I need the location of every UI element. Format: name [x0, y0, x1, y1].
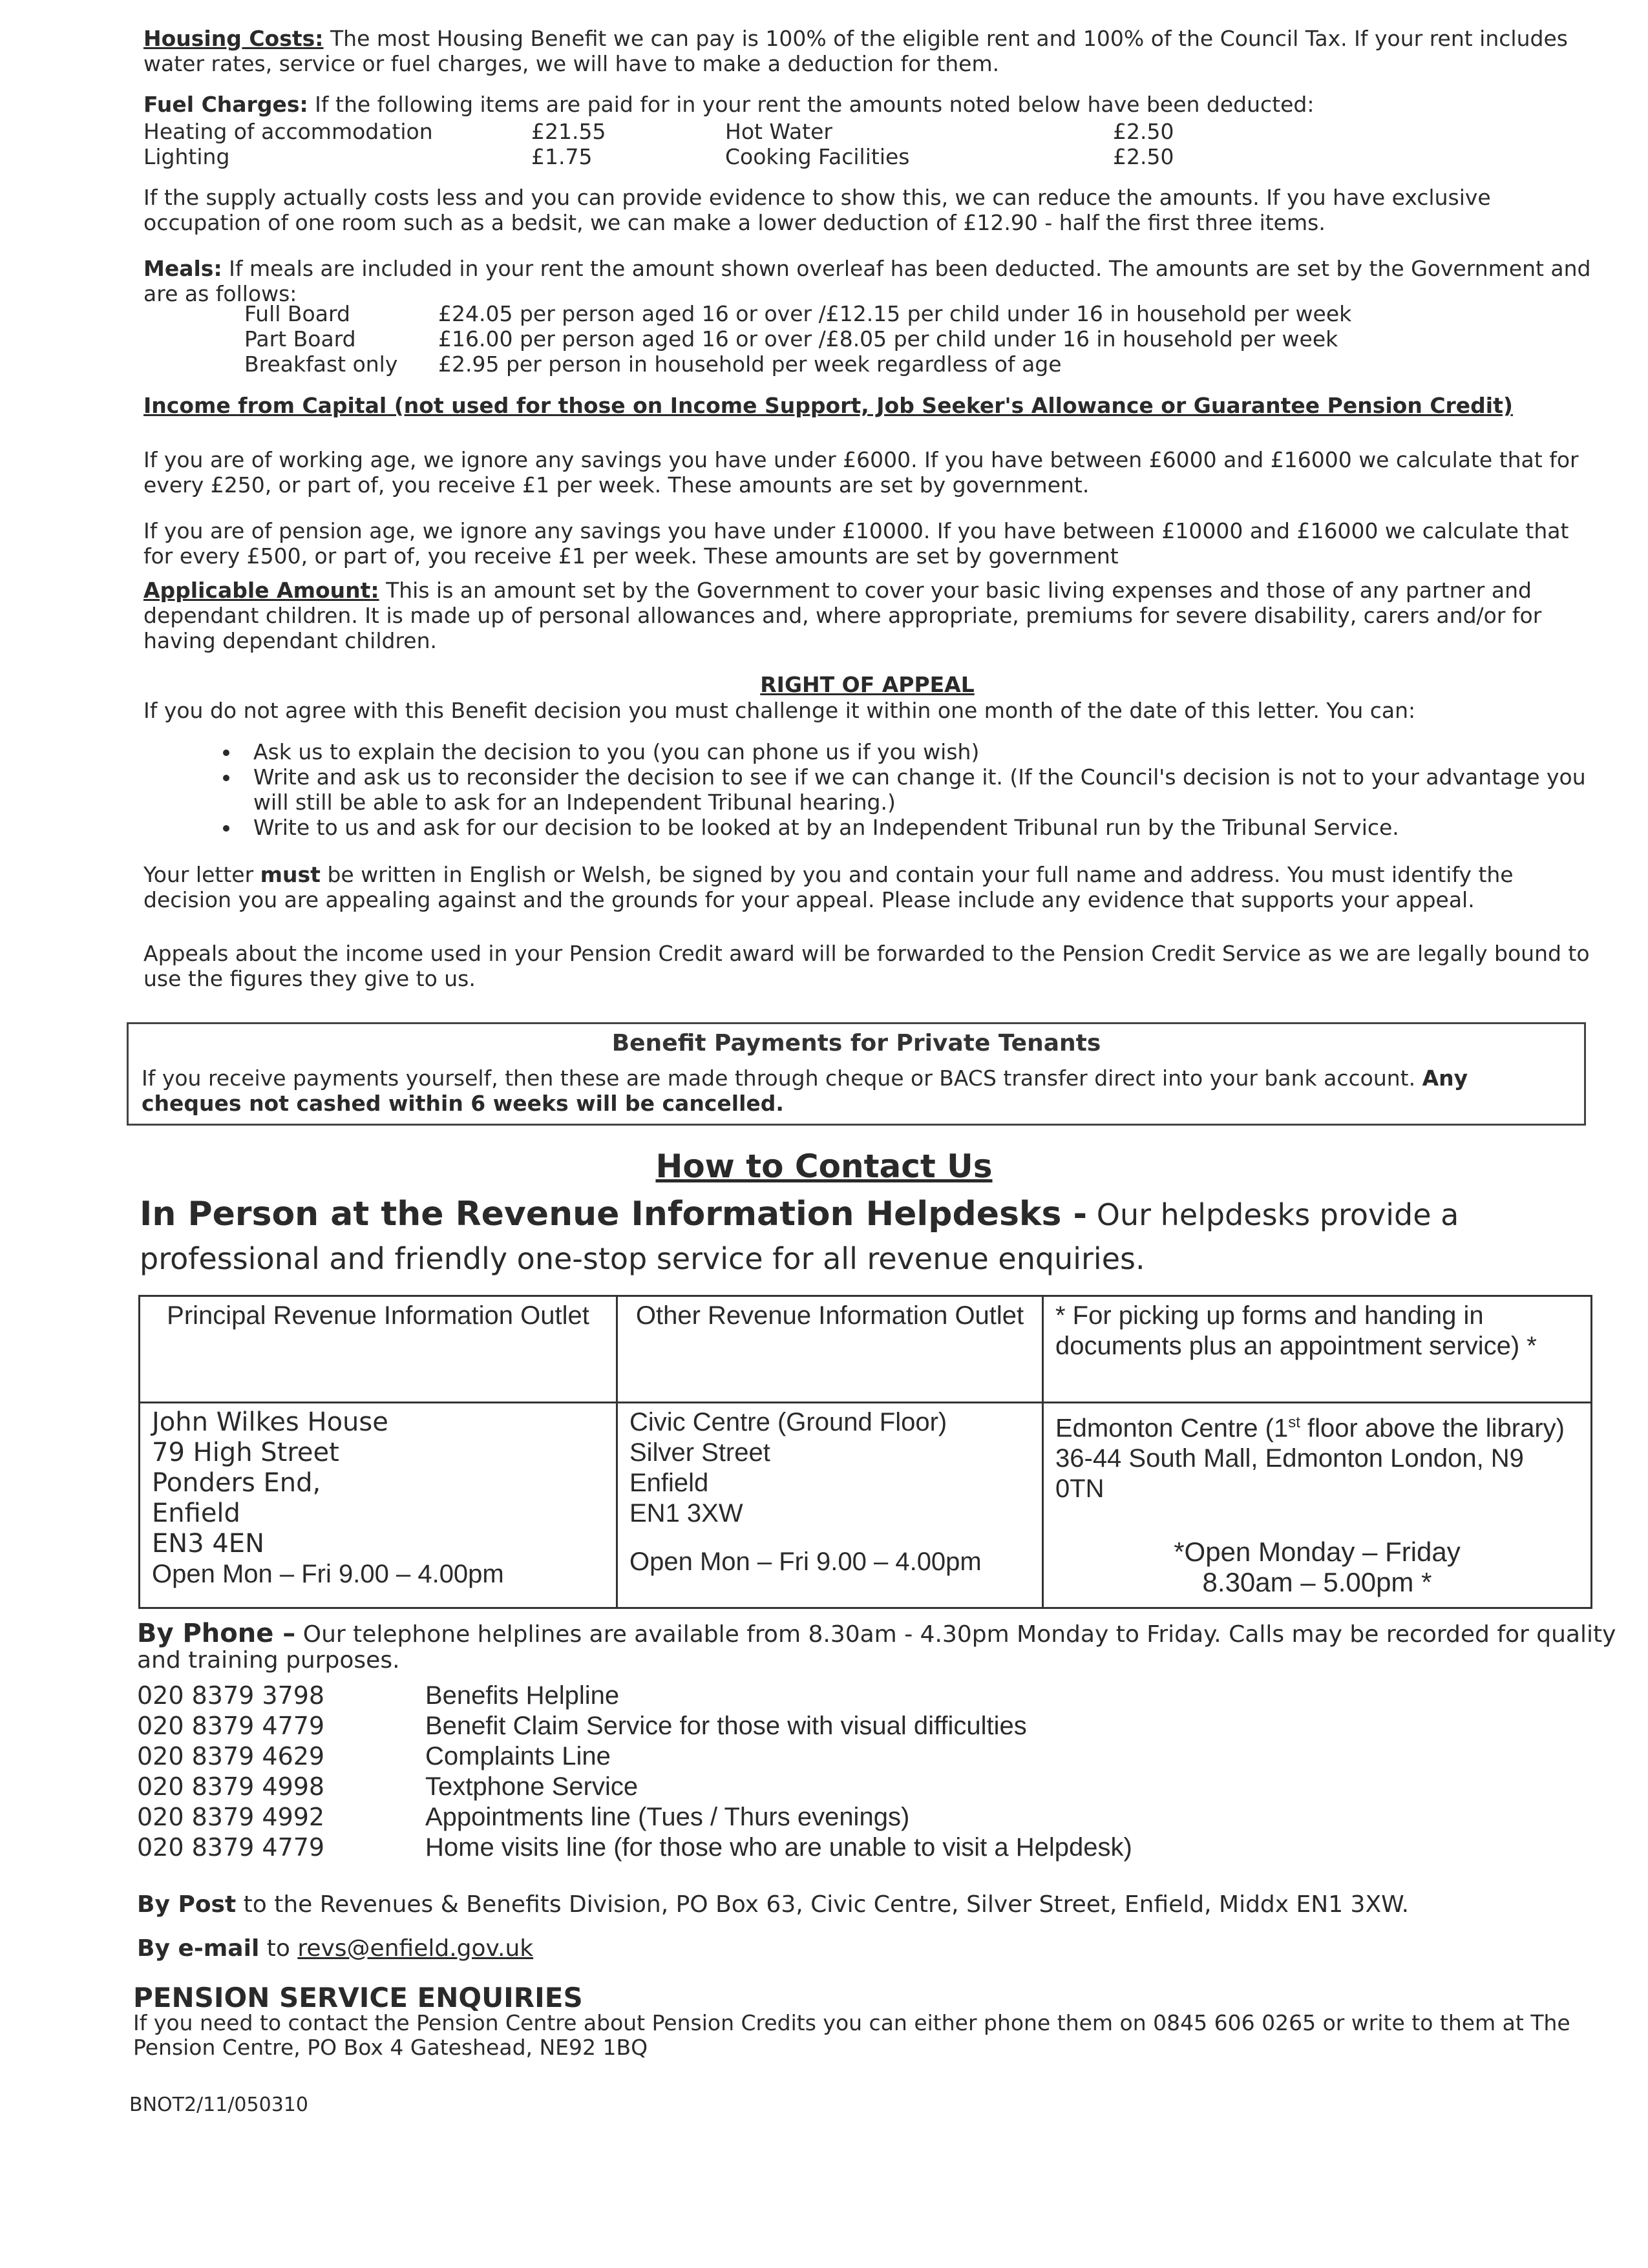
- housing-costs-label: Housing Costs:: [143, 26, 324, 51]
- phone-number[interactable]: 020 8379 3798: [137, 1681, 325, 1710]
- phone-line: [137, 1711, 1132, 1741]
- meals-intro: [143, 256, 1591, 306]
- fuel-row: [143, 119, 1591, 144]
- address-line: 79 High Street: [152, 1438, 339, 1467]
- fuel-charges-note: If the supply actually costs less and you can provide evidence to show this, we can reduce the amounts. If you have exclusive occupation of one room such as a bedsit, we can make a lower deduction of £12.90 - half the first three items.: [143, 185, 1491, 235]
- post-label: By Post: [137, 1891, 237, 1918]
- outlets-table: [138, 1295, 1592, 1609]
- phone-number[interactable]: 020 8379 4629: [137, 1742, 325, 1770]
- phone-line: [137, 1772, 1132, 1802]
- meals-intro-text: If meals are included in your rent the amount shown overleaf has been deducted. The amounts are set by the Government and are as follows:: [143, 256, 1591, 306]
- phone-number[interactable]: 020 8379 4779: [137, 1833, 325, 1862]
- other-opening-hours: Open Mon – Fri 9.00 – 4.00pm: [629, 1548, 982, 1576]
- phone-description: Home visits line (for those who are unable to visit a Helpdesk): [425, 1833, 1132, 1862]
- applicable-amount-label: Applicable Amount:: [143, 578, 379, 603]
- phone-description: Benefit Claim Service for those with visual difficulties: [425, 1712, 1027, 1740]
- email-label: By e-mail: [137, 1935, 260, 1962]
- fuel-charges-intro: [143, 92, 1591, 117]
- fuel-charges-table: [143, 119, 1591, 169]
- meals-label: Meals:: [143, 256, 222, 281]
- meals-table: [244, 301, 1351, 377]
- address-line: Civic Centre (Ground Floor): [629, 1408, 947, 1436]
- letter-text-post: be written in English or Welsh, be signed by you and contain your full name and address. You must identify the decision you are appealing against and the grounds for your appeal. Please include any evidence that supports your appeal.: [143, 862, 1514, 912]
- outlet-header: Other Revenue Information Outlet: [617, 1296, 1043, 1403]
- fuel-item-amount: £2.50: [1113, 144, 1174, 169]
- appeal-heading: [143, 672, 1591, 697]
- fuel-charges-label: Fuel Charges:: [143, 92, 308, 117]
- address-line: Ponders End,: [152, 1468, 321, 1498]
- edmonton-open-days: *Open Monday – Friday: [1174, 1537, 1461, 1568]
- letter-text-must: must: [260, 862, 321, 887]
- edmonton-address-pre: Edmonton Centre (1: [1055, 1414, 1289, 1443]
- edmonton-outlet-cell: [1043, 1403, 1592, 1608]
- housing-costs-section: [143, 26, 1591, 76]
- address-line: EN1 3XW: [629, 1499, 743, 1528]
- private-tenants-box: [127, 1022, 1586, 1126]
- appeal-intro: If you do not agree with this Benefit decision you must challenge it within one month of the date of this letter. You can:: [143, 698, 1416, 723]
- private-tenants-text: If you receive payments yourself, then these are made through cheque or BACS transfer direct into your bank account.: [142, 1066, 1416, 1091]
- outlet-header: Principal Revenue Information Outlet: [140, 1296, 617, 1403]
- appeal-bullet: • Write and ask us to reconsider the decision to see if we can change it. (If the Council's decision is not to your advantage you will still be able to ask for an Independent Tribunal hearing.): [240, 764, 1591, 815]
- meal-amount: £2.95 per person in household per week regardless of age: [438, 352, 1062, 377]
- phone-line: [137, 1802, 1132, 1832]
- fuel-row: [143, 144, 1591, 169]
- phone-description: Appointments line (Tues / Thurs evenings): [425, 1803, 910, 1831]
- capital-heading-text: Income from Capital (not used for those on Income Support, Job Seeker's Allowance or Guarantee Pension Credit): [143, 393, 1513, 418]
- private-tenants-warning: Any cheques not cashed within 6 weeks will be cancelled.: [142, 1066, 1468, 1116]
- private-tenants-body: [142, 1066, 1571, 1116]
- meal-type: Full Board: [244, 301, 350, 326]
- other-outlet-cell: [617, 1403, 1043, 1608]
- fuel-item-amount: £1.75: [531, 144, 593, 169]
- principal-outlet-cell: [140, 1403, 617, 1608]
- meals-row: [244, 301, 1351, 326]
- appeal-pension-credit: Appeals about the income used in your Pension Credit award will be forwarded to the Pension Credit Service as we are legally bound to use the figures they give to us.: [143, 941, 1590, 991]
- in-person-section: [140, 1192, 1561, 1281]
- phone-description: Complaints Line: [425, 1742, 611, 1770]
- capital-pension-age: If you are of pension age, we ignore any savings you have under £10000. If you have between £10000 and £16000 we calculate that for every £500, or part of, you receive £1 per week. These amounts are set by government: [143, 518, 1569, 569]
- fuel-charges-intro-text: If the following items are paid for in your rent the amounts noted below have been deducted:: [315, 92, 1315, 117]
- fuel-item-name: Heating of accommodation: [143, 119, 433, 144]
- appeal-bullet: • Write to us and ask for our decision to be looked at by an Independent Tribunal run by the Tribunal Service.: [240, 815, 1591, 840]
- appeal-letter-requirements: [143, 862, 1591, 912]
- edmonton-opening-hours: [1055, 1537, 1579, 1597]
- edmonton-open-times: 8.30am – 5.00pm *: [1202, 1567, 1432, 1598]
- appeal-heading-text: RIGHT OF APPEAL: [760, 672, 975, 697]
- appeal-bullet-list: [143, 739, 1591, 840]
- document-reference: BNOT2/11/050310: [129, 2094, 308, 2116]
- phone-description: Textphone Service: [425, 1772, 639, 1801]
- in-person-text: Our helpdesks provide a professional and friendly one-stop service for all revenue enquiries.: [140, 1197, 1459, 1276]
- phone-line: [137, 1741, 1132, 1772]
- phone-number[interactable]: 020 8379 4998: [137, 1772, 325, 1801]
- phone-description: Benefits Helpline: [425, 1681, 620, 1710]
- phone-list: [137, 1681, 1132, 1863]
- phone-line: [137, 1681, 1132, 1711]
- fuel-item-name: Hot Water: [725, 119, 832, 144]
- phone-text: Our telephone helplines are available from 8.30am - 4.30pm Monday to Friday. Calls may be recorded for quality and training purposes.: [137, 1621, 1616, 1674]
- email-to: to: [266, 1935, 290, 1962]
- fuel-item-name: Lighting: [143, 144, 230, 169]
- private-tenants-title: Benefit Payments for Private Tenants: [611, 1030, 1101, 1056]
- principal-address: [152, 1407, 604, 1559]
- capital-working-age: If you are of working age, we ignore any savings you have under £6000. If you have between £6000 and £16000 we calculate that for every £250, or part of, you receive £1 per week. These amounts are set by government.: [143, 447, 1579, 498]
- principal-opening-hours: Open Mon – Fri 9.00 – 4.00pm: [152, 1560, 504, 1588]
- housing-costs-text: The most Housing Benefit we can pay is 100% of the eligible rent and 100% of the Council Tax. If your rent includes water rates, service or fuel charges, we will have to make a deduction for them.: [143, 26, 1568, 76]
- meals-row: [244, 326, 1351, 352]
- phone-number[interactable]: 020 8379 4779: [137, 1712, 325, 1740]
- address-line: Enfield: [152, 1498, 240, 1528]
- post-section: [137, 1892, 1623, 1918]
- outlet-header: * For picking up forms and handing in documents plus an appointment service) *: [1043, 1296, 1592, 1403]
- phone-number[interactable]: 020 8379 4992: [137, 1803, 325, 1831]
- outlets-detail-row: [140, 1403, 1592, 1608]
- letter-text-pre: Your letter: [143, 862, 254, 887]
- edmonton-address-post: floor above the library) 36-44 South Mall, Edmonton London, N9 0TN: [1055, 1414, 1565, 1504]
- applicable-amount-text: This is an amount set by the Government to cover your basic living expenses and those of any partner and dependant children. It is made up of personal allowances and, where appropriate, premiums for severe disability, carers and/or for having dependant children.: [143, 578, 1542, 653]
- address-line: EN3 4EN: [152, 1529, 265, 1559]
- phone-section: [137, 1621, 1623, 1674]
- contact-title: How to Contact Us: [655, 1148, 993, 1185]
- meals-row: [244, 352, 1351, 377]
- appeal-bullet: • Ask us to explain the decision to you (you can phone us if you wish): [240, 739, 1591, 764]
- fuel-item-amount: £2.50: [1113, 119, 1174, 144]
- email-section: [137, 1936, 1623, 1962]
- address-line: Silver Street: [629, 1438, 770, 1467]
- pension-service-heading: PENSION SERVICE ENQUIRIES: [133, 1982, 583, 2013]
- pension-service-text: If you need to contact the Pension Centre about Pension Credits you can either phone them on 0845 606 0265 or write to them at The Pension Centre, PO Box 4 Gateshead, NE92 1BQ: [133, 2010, 1570, 2060]
- address-line: John Wilkes House: [152, 1407, 388, 1437]
- phone-label: By Phone –: [137, 1619, 296, 1648]
- post-text: to the Revenues & Benefits Division, PO Box 63, Civic Centre, Silver Street, Enfield, Middx EN1 3XW.: [243, 1891, 1410, 1918]
- applicable-amount-section: [143, 578, 1591, 653]
- fuel-item-name: Cooking Facilities: [725, 144, 910, 169]
- appeal-options: [143, 739, 1591, 840]
- meal-type: Part Board: [244, 326, 356, 352]
- capital-heading: [143, 393, 1591, 418]
- email-link[interactable]: revs@enfield.gov.uk: [297, 1935, 534, 1962]
- meal-type: Breakfast only: [244, 352, 398, 377]
- outlets-header-row: [140, 1296, 1592, 1403]
- fuel-item-amount: £21.55: [531, 119, 606, 144]
- phone-line: [137, 1832, 1132, 1863]
- in-person-heading: In Person at the Revenue Information Helpdesks -: [140, 1195, 1088, 1234]
- meal-amount: £16.00 per person aged 16 or over /£8.05 per child under 16 in household per week: [438, 326, 1338, 352]
- edmonton-address: [1055, 1407, 1579, 1504]
- address-line: Enfield: [629, 1469, 709, 1497]
- edmonton-address-sup: st: [1288, 1414, 1300, 1431]
- pension-service-section: [133, 1982, 1620, 2060]
- meal-amount: £24.05 per person aged 16 or over /£12.15 per child under 16 in household per week: [438, 301, 1352, 326]
